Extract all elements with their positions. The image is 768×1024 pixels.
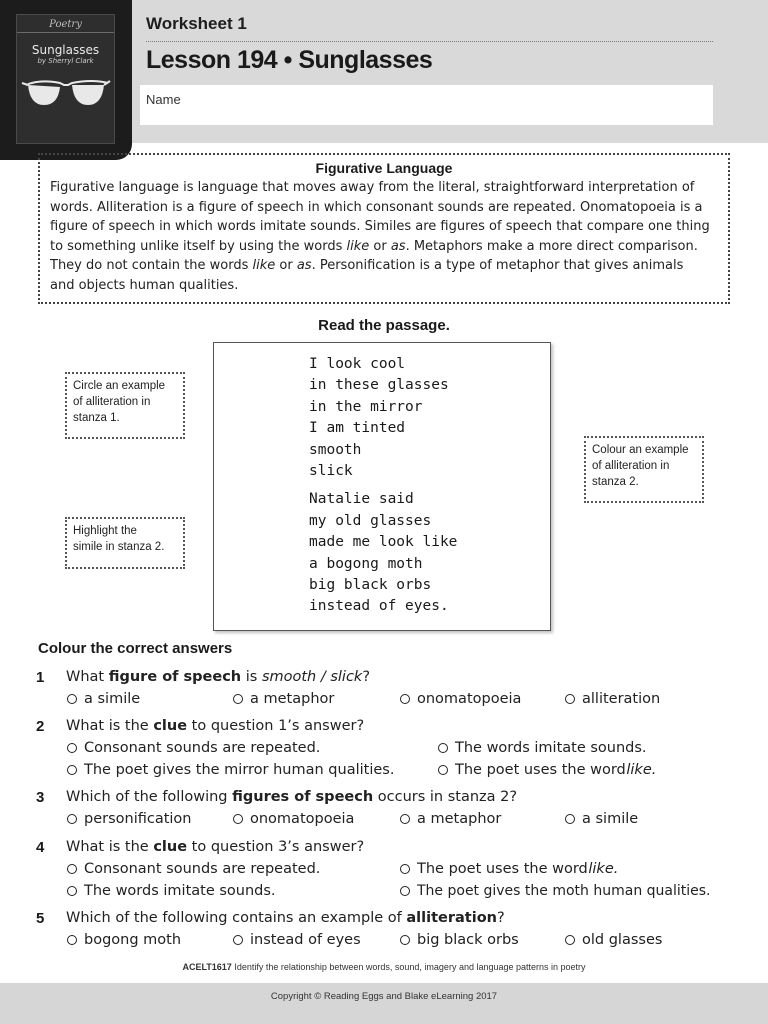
radio-icon[interactable] bbox=[233, 694, 243, 704]
answer-option[interactable]: The poet uses the word like. bbox=[438, 762, 656, 778]
answers-heading: Colour the correct answers bbox=[38, 640, 233, 657]
fig-line: to something unlike itself by using the words like or as. Metaphors make a more direct comparison. bbox=[50, 238, 698, 254]
answer-option[interactable]: The words imitate sounds. bbox=[67, 883, 276, 899]
answer-option[interactable]: onomatopoeia bbox=[400, 691, 521, 707]
read-passage-heading: Read the passage. bbox=[318, 317, 450, 334]
cover-title: Sunglasses bbox=[31, 43, 100, 57]
radio-icon[interactable] bbox=[438, 743, 448, 753]
instruction-note-colour: Colour an example of alliteration in stanza 2. bbox=[584, 436, 704, 503]
cover-series: Poetry bbox=[17, 19, 114, 33]
radio-icon[interactable] bbox=[565, 814, 575, 824]
poem-line: made me look like bbox=[309, 534, 458, 551]
poem-line: a bogong moth bbox=[309, 555, 423, 572]
answer-option[interactable]: old glasses bbox=[565, 932, 662, 948]
question-text: What figure of speech is smooth / slick? bbox=[66, 669, 371, 685]
question-number: 3 bbox=[36, 789, 45, 806]
radio-icon[interactable] bbox=[67, 694, 77, 704]
fig-line: figure of speech in which words imitate sounds. Similes are figures of speech that compare one thing bbox=[50, 219, 710, 235]
radio-icon[interactable] bbox=[67, 864, 77, 874]
question-text: Which of the following contains an example of alliteration? bbox=[66, 910, 505, 926]
radio-icon[interactable] bbox=[565, 935, 575, 945]
figurative-text bbox=[50, 178, 718, 296]
answer-option[interactable]: instead of eyes bbox=[233, 932, 361, 948]
answer-option[interactable]: Consonant sounds are repeated. bbox=[67, 861, 320, 877]
radio-icon[interactable] bbox=[233, 814, 243, 824]
radio-icon[interactable] bbox=[400, 694, 410, 704]
answer-option[interactable]: The poet gives the moth human qualities. bbox=[400, 883, 711, 899]
answer-option[interactable]: big black orbs bbox=[400, 932, 519, 948]
cover-panel bbox=[16, 14, 115, 144]
radio-icon[interactable] bbox=[400, 935, 410, 945]
poem-line: my old glasses bbox=[309, 512, 432, 529]
poem-line: I look cool bbox=[309, 356, 406, 372]
header-divider bbox=[146, 41, 713, 42]
curriculum-code: ACELT1617 Identify the relationship between words, sound, imagery and language patterns in poetry bbox=[182, 962, 586, 972]
fig-line: words. Alliteration is a figure of speech in which consonant sounds are repeated. Onomatopoeia is a bbox=[50, 199, 703, 215]
answer-option[interactable]: bogong moth bbox=[67, 932, 181, 948]
question-number: 1 bbox=[36, 669, 45, 686]
copyright-text: Copyright © Reading Eggs and Blake eLearning 2017 bbox=[270, 991, 498, 1002]
radio-icon[interactable] bbox=[233, 935, 243, 945]
question-number: 2 bbox=[36, 718, 45, 735]
worksheet-label: Worksheet 1 bbox=[146, 14, 247, 33]
answer-option[interactable]: The poet gives the mirror human qualities. bbox=[67, 762, 394, 778]
answer-option[interactable]: The words imitate sounds. bbox=[438, 740, 647, 756]
radio-icon[interactable] bbox=[400, 864, 410, 874]
question-text: Which of the following figures of speech occurs in stanza 2? bbox=[66, 789, 518, 805]
poem-line: big black orbs bbox=[309, 576, 432, 593]
answer-option[interactable]: alliteration bbox=[565, 691, 660, 707]
poem-line: in these glasses bbox=[309, 377, 449, 394]
radio-icon[interactable] bbox=[67, 743, 77, 753]
instruction-note-circle: Circle an example of alliteration in stanza 1. bbox=[65, 372, 185, 439]
question-text: What is the clue to question 3’s answer? bbox=[66, 839, 365, 855]
answer-option[interactable]: a simile bbox=[565, 811, 638, 827]
poem-line: instead of eyes. bbox=[309, 598, 449, 615]
answer-option[interactable]: personification bbox=[67, 811, 192, 827]
poem-line: slick bbox=[309, 462, 353, 479]
fig-line: and objects human qualities. bbox=[50, 277, 239, 293]
radio-icon[interactable] bbox=[565, 694, 575, 704]
radio-icon[interactable] bbox=[400, 886, 410, 896]
poem-line: smooth bbox=[309, 441, 362, 458]
answer-option[interactable]: a metaphor bbox=[400, 811, 501, 827]
figurative-language-box bbox=[38, 153, 730, 304]
book-cover bbox=[0, 0, 132, 160]
answer-option[interactable]: Consonant sounds are repeated. bbox=[67, 740, 320, 756]
question-number: 4 bbox=[36, 839, 45, 856]
cover-author: by Sherryl Clark bbox=[37, 57, 94, 65]
answer-option[interactable]: a simile bbox=[67, 691, 140, 707]
answer-option[interactable]: onomatopoeia bbox=[233, 811, 354, 827]
stanza-gap bbox=[309, 482, 550, 489]
question-text: What is the clue to question 1’s answer? bbox=[66, 718, 365, 734]
poem-line: in the mirror bbox=[309, 398, 423, 415]
figurative-title: Figurative Language bbox=[315, 160, 453, 176]
footer-band bbox=[0, 983, 768, 1024]
poem-box bbox=[213, 342, 551, 631]
radio-icon[interactable] bbox=[67, 935, 77, 945]
radio-icon[interactable] bbox=[438, 765, 448, 775]
radio-icon[interactable] bbox=[67, 814, 77, 824]
radio-icon[interactable] bbox=[67, 765, 77, 775]
name-field[interactable] bbox=[140, 85, 713, 125]
answer-option[interactable]: a metaphor bbox=[233, 691, 334, 707]
lesson-title: Lesson 194 • Sunglasses bbox=[146, 46, 433, 74]
answer-option[interactable]: The poet uses the word like. bbox=[400, 861, 618, 877]
sunglasses-icon bbox=[20, 73, 112, 113]
instruction-note-highlight: Highlight the simile in stanza 2. bbox=[65, 517, 185, 569]
radio-icon[interactable] bbox=[67, 886, 77, 896]
question-number: 5 bbox=[36, 910, 45, 927]
name-label: Name bbox=[146, 92, 181, 107]
radio-icon[interactable] bbox=[400, 814, 410, 824]
poem-line: Natalie said bbox=[309, 491, 414, 508]
fig-line: Figurative language is language that moves away from the literal, straightforward interpretation of bbox=[50, 180, 695, 195]
poem-line: I am tinted bbox=[309, 420, 406, 437]
fig-line: They do not contain the words like or as. Personification is a type of metaphor that gives animals bbox=[50, 258, 684, 274]
